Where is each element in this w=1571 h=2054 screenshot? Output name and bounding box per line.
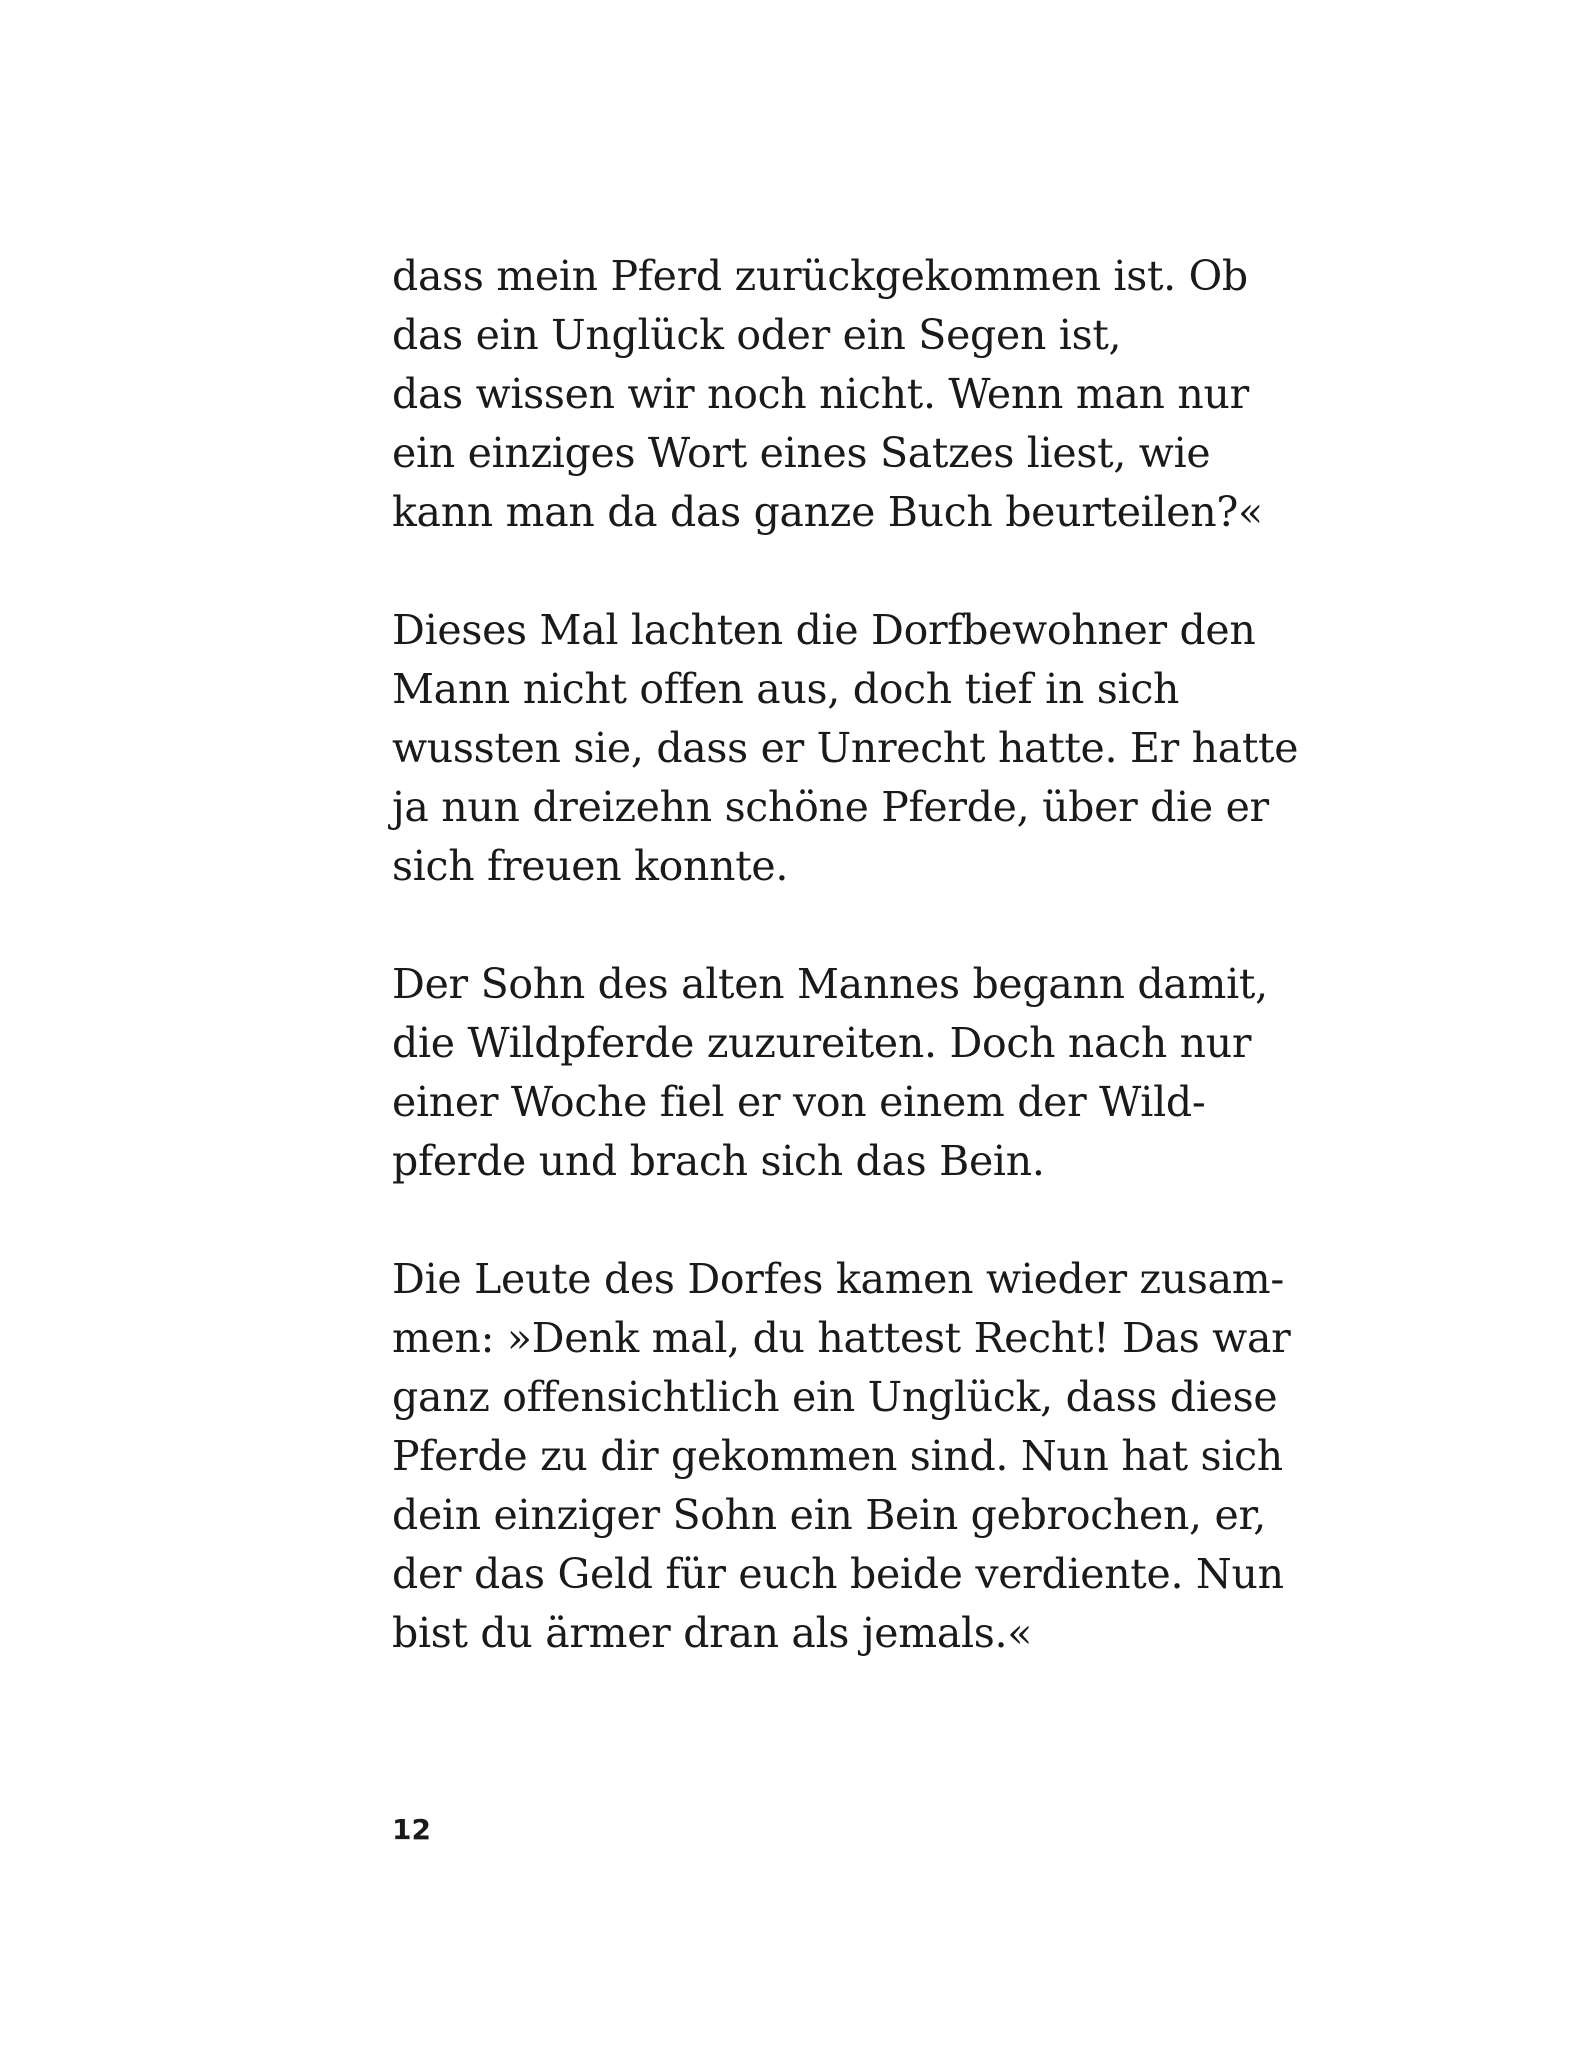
paragraph-gap — [392, 896, 1292, 955]
text-line: sich freuen konnte. — [392, 842, 789, 890]
text-line: ein einziges Wort eines Satzes liest, wie — [392, 429, 1211, 477]
text-line: Der Sohn des alten Mannes begann damit, — [392, 960, 1268, 1008]
text-line: Die Leute des Dorfes kamen wieder zusam- — [392, 1255, 1284, 1303]
text-line: Mann nicht offen aus, doch tief in sich — [392, 665, 1180, 713]
text-line: dass mein Pferd zurückgekommen ist. Ob — [392, 252, 1248, 300]
text-line: Pferde zu dir gekommen sind. Nun hat sich — [392, 1432, 1283, 1480]
text-line: das ein Unglück oder ein Segen ist, — [392, 311, 1122, 359]
paragraph-1 — [392, 247, 1292, 542]
paragraph-4 — [392, 1250, 1292, 1663]
text-line: dein einziger Sohn ein Bein gebrochen, er, — [392, 1491, 1267, 1539]
paragraph-2 — [392, 601, 1299, 896]
text-line: pferde und brach sich das Bein. — [392, 1137, 1045, 1185]
text-line: Dieses Mal lachten die Dorfbewohner den — [392, 606, 1256, 654]
text-line: wussten sie, dass er Unrecht hatte. Er hatte — [392, 724, 1299, 772]
text-line: bist du ärmer dran als jemals.« — [392, 1609, 1033, 1657]
text-line: ja nun dreizehn schöne Pferde, über die er — [392, 783, 1269, 831]
text-line: ganz offensichtlich ein Unglück, dass diese — [392, 1373, 1278, 1421]
paragraph-3 — [392, 955, 1292, 1191]
paragraph-gap — [392, 1191, 1292, 1250]
page-number: 12 — [392, 1813, 431, 1846]
text-line: der das Geld für euch beide verdiente. Nun — [392, 1550, 1284, 1598]
text-line: men: »Denk mal, du hattest Recht! Das war — [392, 1314, 1291, 1362]
text-line: kann man da das ganze Buch beurteilen?« — [392, 488, 1263, 536]
body-text — [392, 247, 1299, 1663]
text-line: die Wildpferde zuzureiten. Doch nach nur — [392, 1019, 1252, 1067]
text-line: das wissen wir noch nicht. Wenn man nur — [392, 370, 1249, 418]
paragraph-gap — [392, 542, 1292, 601]
text-line: einer Woche fiel er von einem der Wild- — [392, 1078, 1206, 1126]
